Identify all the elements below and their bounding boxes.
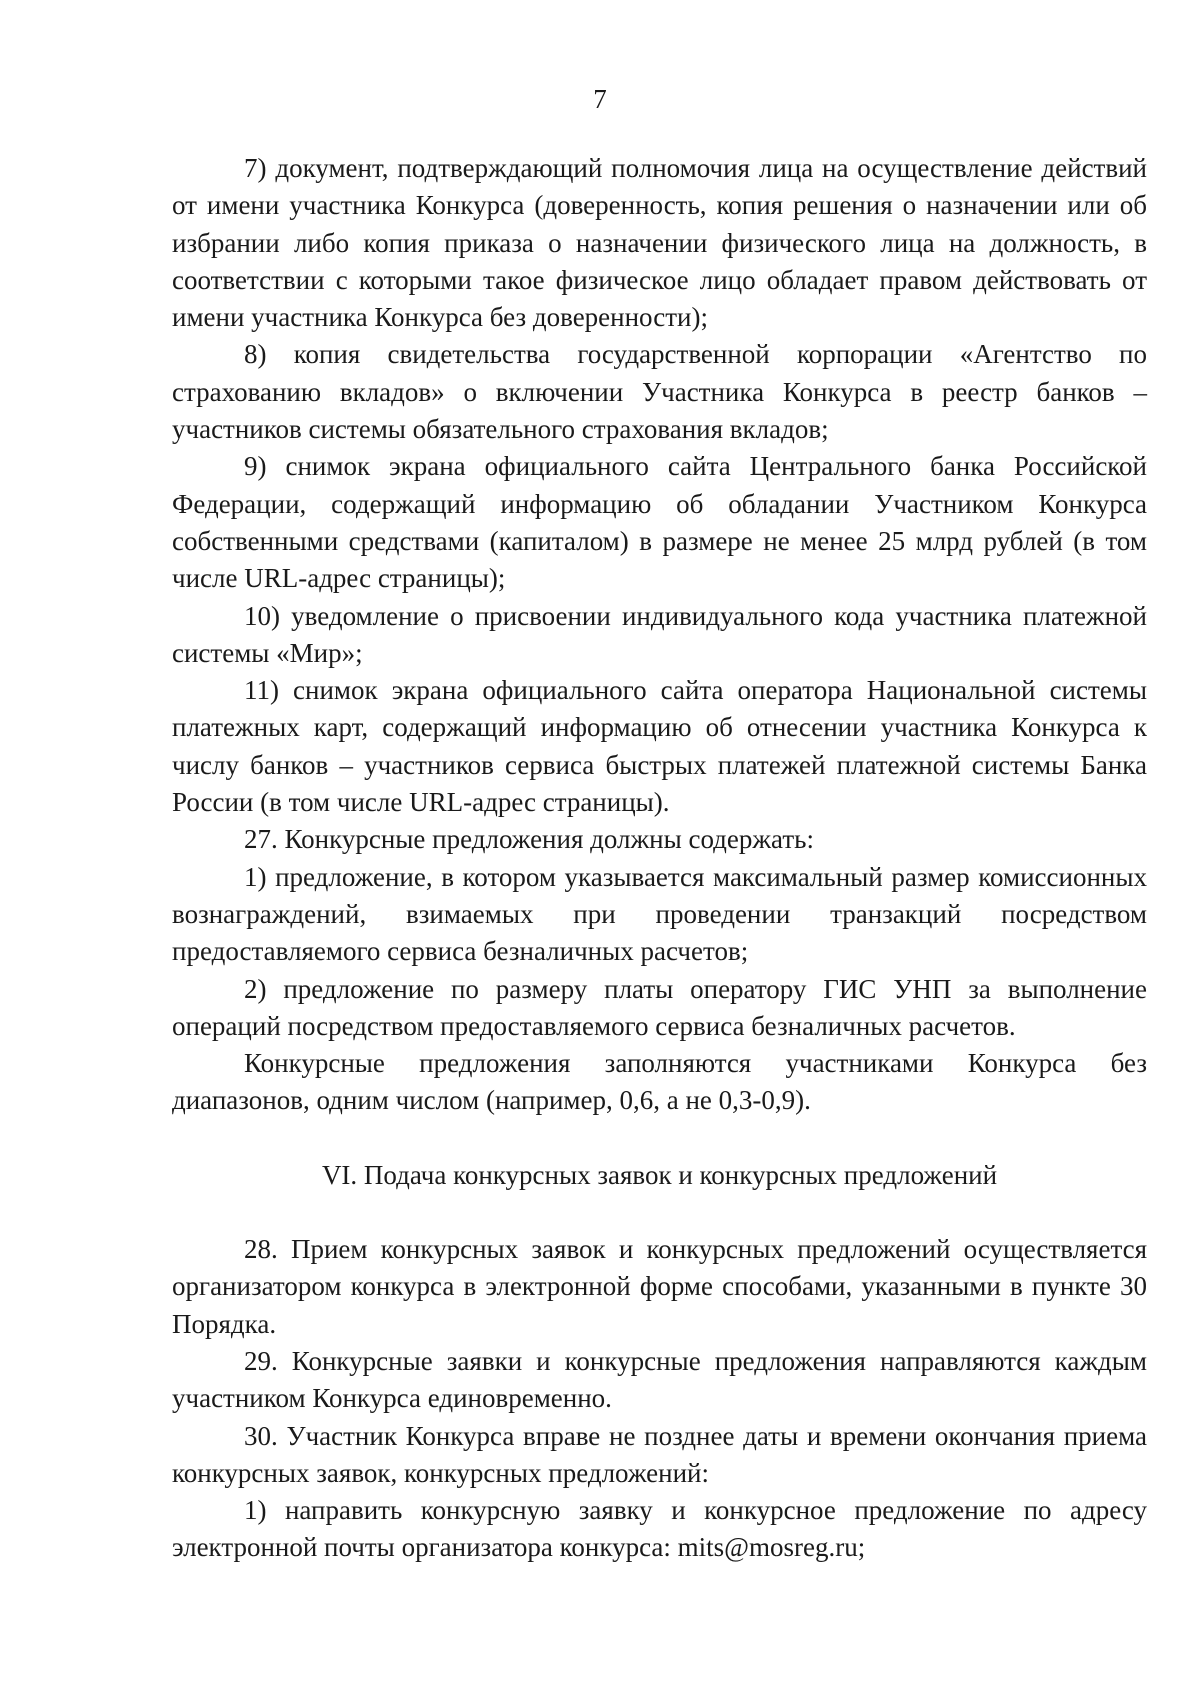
paragraph-proposals-note: Конкурсные предложения заполняются участниками Конкурса без диапазонов, одним числом (например, 0,6, а не 0,3-0,9). <box>172 1048 1147 1116</box>
paragraph-item-10: 10) уведомление о присвоении индивидуального кода участника платежной системы «Мир»; <box>172 600 1147 668</box>
document-body <box>172 150 1147 1567</box>
paragraph-item-7: 7) документ, подтверждающий полномочия лица на осуществление действий от имени участника Конкурса (доверенность, копия решения о назначении или об избрании либо копия приказа о назначении физического лица на должность, в соответствии с которыми такое физическое лицо обладает правом действовать от имени участника Конкурса без доверенности); <box>172 153 1147 333</box>
paragraph-item-8: 8) копия свидетельства государственной корпорации «Агентство по страхованию вкладов» о включении Участника Конкурса в реестр банков – участников системы обязательного страхования вкладов; <box>172 339 1147 445</box>
paragraph-clause-29: 29. Конкурсные заявки и конкурсные предложения направляются каждым участником Конкурса единовременно. <box>172 1345 1147 1414</box>
paragraph-clause-30-item-1: 1) направить конкурсную заявку и конкурсное предложение по адресу электронной почты организатора конкурса: mits@mosreg.ru; <box>172 1495 1147 1563</box>
paragraph-item-9: 9) снимок экрана официального сайта Центрального банка Российской Федерации, содержащий информацию об обладании Участником Конкурса собственными средствами (капиталом) в размере не менее 25 млрд рублей (в том числе URL-адрес страницы); <box>172 451 1147 594</box>
paragraph-clause-28: 28. Прием конкурсных заявок и конкурсных предложений осуществляется организатором конкурса в электронной форме способами, указанными в пункте 30 Порядка. <box>172 1234 1147 1339</box>
paragraph-item-11: 11) снимок экрана официального сайта оператора Национальной системы платежных карт, содержащий информацию об отнесении участника Конкурса к числу банков – участников сервиса быстрых платежей платежной системы Банка России (в том числе URL-адрес страницы). <box>172 675 1147 818</box>
paragraph-clause-30: 30. Участник Конкурса вправе не позднее даты и времени окончания приема конкурсных заявок, конкурсных предложений: <box>172 1420 1147 1488</box>
paragraph-clause-27: 27. Конкурсные предложения должны содержать: <box>244 824 814 855</box>
section-heading: VI. Подача конкурсных заявок и конкурсных предложений <box>321 1159 998 1190</box>
paragraph-clause-27-item-1: 1) предложение, в котором указывается максимальный размер комиссионных вознаграждений, взимаемых при проведении транзакций посредством предоставляемого сервиса безналичных расчетов; <box>172 861 1147 967</box>
page-number: 7 <box>593 84 607 114</box>
paragraph-clause-27-item-2: 2) предложение по размеру платы оператору ГИС УНП за выполнение операций посредством предоставляемого сервиса безналичных расчетов. <box>172 973 1147 1041</box>
